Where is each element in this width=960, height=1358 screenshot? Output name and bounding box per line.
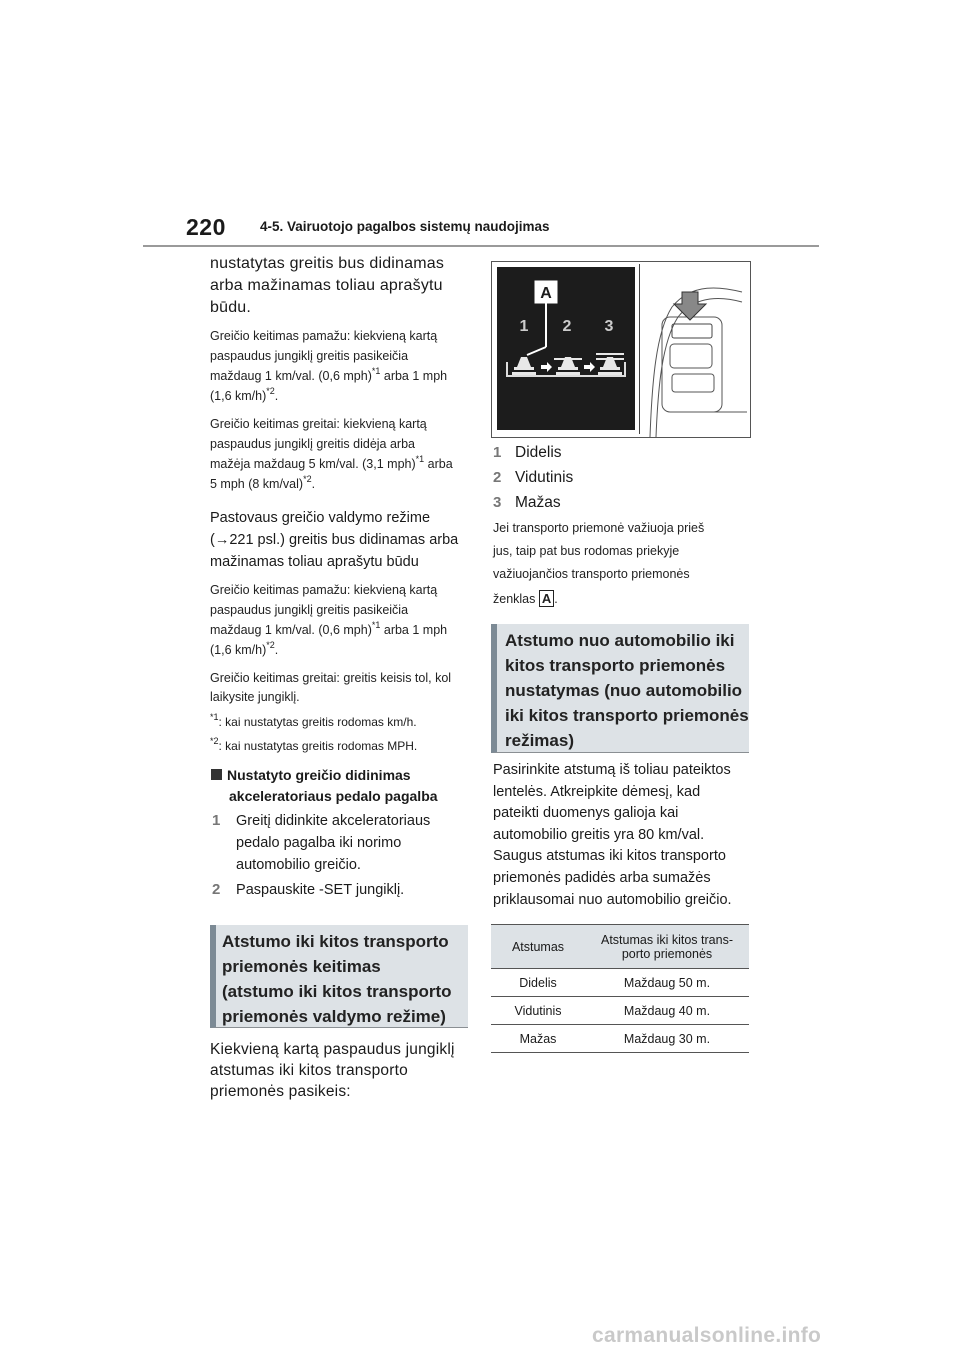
figure-divider: [639, 264, 640, 434]
text: 5 mph (8 km/val): [210, 477, 304, 491]
heading-line: režimas): [505, 731, 574, 750]
vehicle-ahead-paragraph: [493, 517, 758, 611]
distance-selection-paragraph: [493, 760, 758, 911]
footnote-ref: *1: [415, 454, 425, 464]
intro-line: būdu.: [210, 299, 252, 316]
table-cell: Maždaug 50 m.: [585, 969, 749, 997]
step-text: [236, 810, 430, 876]
list-item: [493, 490, 573, 515]
speed-change-fast-1: [210, 414, 480, 494]
table-header-row: [491, 925, 749, 969]
intro-line: arba mažinamas toliau aprašytu: [210, 277, 443, 294]
footnote-mark: *2: [210, 736, 219, 746]
intro-line: nustatytas greitis bus didinamas: [210, 255, 445, 272]
list-item: [493, 465, 573, 490]
text-line: automobilio greitis yra 80 km/val.: [493, 826, 705, 843]
item-number: 3: [493, 494, 502, 511]
distance-illustration: [491, 261, 751, 438]
table-cell: Maždaug 30 m.: [585, 1025, 749, 1053]
text: .: [311, 477, 316, 491]
text-line: jus, taip pat bus rodomas priekyje: [493, 544, 680, 558]
speed-change-fast-2: [210, 669, 480, 707]
text-line: [210, 474, 480, 494]
text-line: atstumas iki kitos transporto: [210, 1062, 408, 1079]
figure-number-3: 3: [604, 318, 614, 335]
text: maždaug 1 km/val. (0,6 mph): [210, 623, 372, 637]
text-line: Greičio keitimas pamažu: kiekvieną kartą: [210, 583, 438, 597]
table-header-cell: Atstumas: [491, 925, 585, 969]
after-box-paragraph: [210, 1039, 480, 1102]
table-header-cell: [585, 925, 749, 969]
heading-line: Atstumo iki kitos transporto: [222, 932, 449, 951]
text-line: Greitį didinkite akceleratoriaus: [236, 813, 431, 829]
footnote-text: : kai nustatytas greitis rodomas MPH.: [218, 739, 418, 753]
text-line: [210, 454, 480, 474]
footnote-ref: *2: [266, 640, 275, 650]
step-number: 1: [212, 812, 221, 829]
subheading-line: akceleratoriaus pedalo pagalba: [229, 788, 438, 804]
table-row: [491, 969, 749, 997]
text: .: [274, 389, 279, 403]
distance-change-heading-box: [210, 925, 468, 1028]
heading-line: priemonės valdymo režime): [222, 1007, 446, 1026]
text-line: laikysite jungiklį.: [210, 690, 300, 704]
table-cell: Vidutinis: [491, 997, 585, 1025]
table-cell: Maždaug 40 m.: [585, 997, 749, 1025]
header-line: porto priemonės: [621, 946, 713, 961]
text: .: [274, 643, 279, 657]
footnote-ref: *2: [303, 474, 312, 484]
step-2: [212, 879, 482, 901]
speed-change-slow-2: [210, 580, 480, 660]
text-line: važiuojančios transporto priemonės: [493, 567, 690, 581]
text: Nustatyto greičio didinimas: [227, 767, 411, 783]
text-line: Jei transporto priemonė važiuoja prieš: [493, 521, 705, 535]
intro-paragraph: [210, 253, 470, 319]
text-line: (→221 psl.) greitis bus didinamas arba: [210, 532, 459, 548]
display-panel: [497, 267, 635, 430]
heading-line: priemonės keitimas: [222, 957, 381, 976]
watermark: carmanualsonline.info: [592, 1324, 822, 1347]
footnote-ref: *1: [371, 366, 381, 376]
text-line: Pastovaus greičio valdymo režime: [210, 510, 431, 526]
text-line: priemonės pasikeis:: [210, 1083, 351, 1100]
item-label: Vidutinis: [515, 469, 574, 486]
heading-line: kitos transporto priemonės: [505, 656, 726, 675]
heading-line: (atstumo iki kitos transporto: [222, 982, 452, 1001]
item-number: 2: [493, 469, 502, 486]
distance-list: [493, 440, 573, 515]
cruise-mode-paragraph: [210, 507, 480, 573]
page-number: 220: [186, 214, 226, 240]
speed-change-slow-1: [210, 326, 480, 406]
distance-bars-graphic: [497, 267, 635, 430]
text-line: paspaudus jungiklį greitis pasikeičia: [210, 603, 409, 617]
text: ženklas: [493, 592, 536, 606]
text-line: Kiekvieną kartą paspaudus jungiklį: [210, 1041, 455, 1058]
text-line: pateikti duomenys galioja kai: [493, 805, 679, 822]
text-line: Pasirinkite atstumą iš toliau pateiktos: [493, 762, 731, 778]
table-row: [491, 1025, 749, 1053]
steering-switch-icon: [642, 262, 750, 437]
text-line: pedalo pagalba iki norimo: [236, 835, 402, 851]
figure-number-1: 1: [519, 318, 529, 335]
text-line: priemonės padidės arba sumažės: [493, 869, 711, 886]
distance-table: [491, 924, 749, 1053]
figure-number-2: 2: [562, 318, 572, 335]
footnote-text: : kai nustatytas greitis rodomas km/h.: [218, 715, 417, 729]
subheading: [211, 765, 481, 807]
text-line: mažinamas toliau aprašytu būdu: [210, 554, 419, 570]
text: arba: [424, 457, 453, 471]
text: (1,6 km/h): [210, 643, 267, 657]
footnote-ref: *1: [371, 620, 381, 630]
list-item: [493, 440, 573, 465]
text-line: paspaudus jungiklį greitis didėja arba: [210, 437, 415, 451]
footnote-1: [210, 713, 480, 731]
text: maždaug 1 km/val. (0,6 mph): [210, 369, 372, 383]
text: mažėja maždaug 5 km/val. (3,1 mph): [210, 457, 416, 471]
item-label: Mažas: [515, 494, 561, 511]
footnote-2: [210, 737, 480, 755]
text-line: Greičio keitimas greitai: kiekvieną kartą: [210, 417, 427, 431]
text-line: Saugus atstumas iki kitos transporto: [493, 848, 726, 865]
heading-line: Atstumo nuo automobilio iki: [505, 631, 735, 650]
heading-line: nustatymas (nuo automobilio: [505, 681, 743, 700]
table-cell: Didelis: [491, 969, 585, 997]
table-row: [491, 997, 749, 1025]
square-bullet-icon: [211, 769, 222, 780]
table-cell: Mažas: [491, 1025, 585, 1053]
subheading-line: [211, 765, 481, 786]
text: arba 1 mph: [380, 623, 448, 637]
step-1: [212, 810, 482, 876]
text: arba 1 mph: [380, 369, 448, 383]
text-line: [210, 386, 480, 406]
text-line: automobilio greičio.: [236, 857, 361, 873]
section-title: 4-5. Vairuotojo pagalbos sistemų naudojimas: [260, 219, 550, 234]
step-number: 2: [212, 881, 221, 898]
text: (1,6 km/h): [210, 389, 267, 403]
item-label: Didelis: [515, 444, 562, 461]
footnote-mark: *1: [210, 712, 219, 722]
text-line: paspaudus jungiklį greitis pasikeičia: [210, 349, 409, 363]
text: .: [554, 592, 558, 606]
item-number: 1: [493, 444, 502, 461]
text-line: [210, 640, 480, 660]
text-line: [493, 588, 758, 611]
header-rule: [143, 245, 819, 247]
label-a-icon: A: [539, 590, 554, 607]
text-line: Greičio keitimas pamažu: kiekvieną kartą: [210, 329, 438, 343]
heading-line: iki kitos transporto priemonės: [505, 706, 749, 725]
car-icons: [512, 353, 624, 375]
text-line: priklausomai nuo automobilio greičio.: [493, 891, 732, 908]
header-line: Atstumas iki kitos trans-: [601, 932, 733, 947]
text-line: [210, 366, 480, 386]
footnote-ref: *2: [266, 386, 275, 396]
label-a: A: [540, 285, 552, 302]
text-line: [210, 620, 480, 640]
distance-setting-heading-box: [491, 624, 749, 753]
step-text: Paspauskite -SET jungiklį.: [236, 882, 405, 898]
text-line: lentelės. Atkreipkite dėmesį, kad: [493, 783, 701, 800]
text-line: Greičio keitimas greitai: greitis keisis tol, kol: [210, 671, 452, 685]
